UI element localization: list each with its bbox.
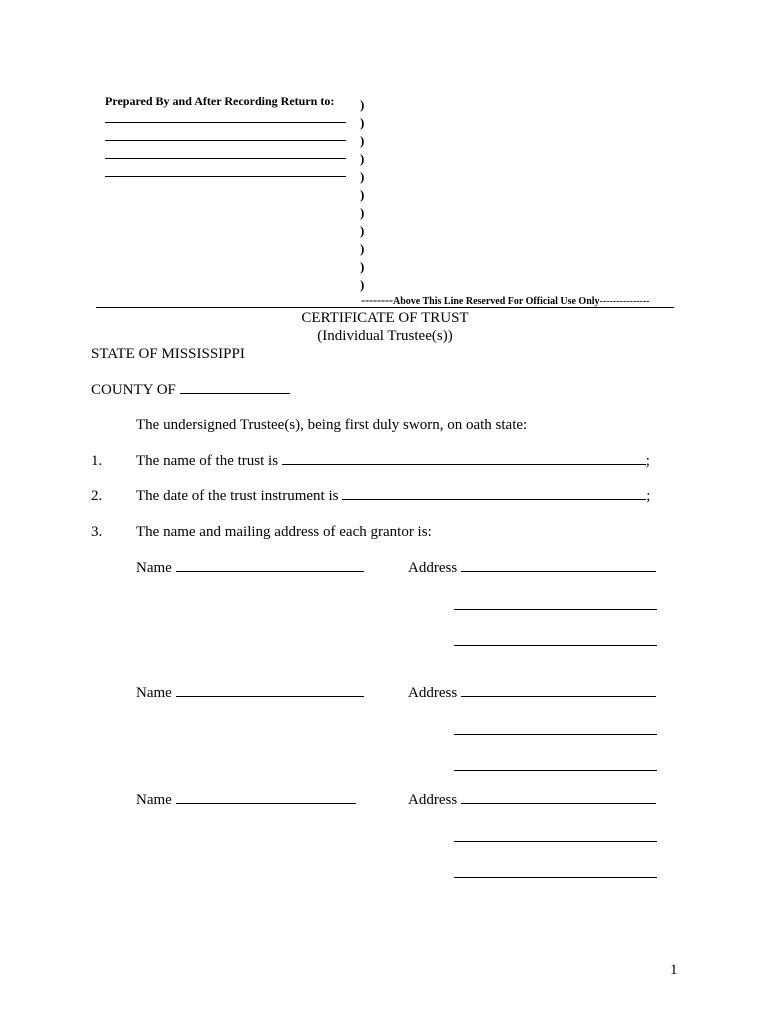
trust-date-field[interactable] — [342, 498, 646, 500]
name-label: Name — [136, 560, 172, 576]
state-line: STATE OF MISSISSIPPI — [91, 346, 245, 362]
return-address-line-2[interactable] — [105, 140, 346, 141]
paren: ) — [360, 187, 365, 202]
paren: ) — [360, 115, 365, 130]
name-label: Name — [136, 792, 172, 808]
paren: ) — [360, 241, 365, 256]
intro-statement: The undersigned Trustee(s), being first duly sworn, on oath state: — [136, 417, 528, 433]
item-number: 3. — [91, 524, 103, 540]
official-dashes-left: -------- — [361, 293, 393, 307]
grantor-1-address — [408, 560, 656, 577]
trust-name-field[interactable] — [282, 463, 646, 465]
grantor-1-address-field-3[interactable] — [454, 645, 657, 646]
paren: ) — [360, 97, 365, 112]
item-number: 1. — [91, 453, 103, 469]
item-text: The name of the trust is — [136, 453, 279, 469]
official-use-divider — [96, 307, 674, 308]
grantor-2-name-field[interactable] — [176, 695, 364, 697]
paren-column — [360, 96, 364, 294]
address-label: Address — [408, 792, 458, 808]
paren: ) — [360, 151, 365, 166]
grantor-1-name — [136, 560, 364, 577]
item-grantor-heading: The name and mailing address of each grantor is: — [136, 524, 432, 540]
item-text: The date of the trust instrument is — [136, 488, 339, 504]
paren: ) — [360, 205, 365, 220]
grantor-3-address-field-3[interactable] — [454, 877, 657, 878]
return-address-line-4[interactable] — [105, 176, 346, 177]
grantor-2-address-field-2[interactable] — [454, 734, 657, 735]
item-trust-name — [136, 453, 650, 470]
address-label: Address — [408, 560, 458, 576]
paren: ) — [360, 223, 365, 238]
grantor-2-name — [136, 685, 364, 702]
grantor-3-name-field[interactable] — [176, 802, 356, 804]
name-label: Name — [136, 685, 172, 701]
paren: ) — [360, 277, 365, 292]
return-address-line-3[interactable] — [105, 158, 346, 159]
address-label: Address — [408, 685, 458, 701]
grantor-1-name-field[interactable] — [176, 570, 364, 572]
document-subtitle: (Individual Trustee(s)) — [317, 328, 453, 344]
prepared-by-label: Prepared By and After Recording Return to: — [105, 94, 335, 108]
paren: ) — [360, 133, 365, 148]
grantor-2-address-field-3[interactable] — [454, 770, 657, 771]
grantor-3-address-field-1[interactable] — [461, 802, 656, 804]
grantor-1-address-field-2[interactable] — [454, 609, 657, 610]
item-number: 2. — [91, 488, 103, 504]
county-line — [91, 382, 290, 399]
grantor-3-name — [136, 792, 356, 809]
county-field[interactable] — [180, 392, 290, 394]
grantor-3-address — [408, 792, 656, 809]
grantor-2-address — [408, 685, 656, 702]
grantor-1-address-field-1[interactable] — [461, 570, 656, 572]
paren: ) — [360, 169, 365, 184]
grantor-2-address-field-1[interactable] — [461, 695, 656, 697]
item-trust-date — [136, 488, 650, 505]
document-title: CERTIFICATE OF TRUST — [301, 310, 469, 326]
item-end: ; — [646, 488, 651, 504]
paren: ) — [360, 259, 365, 274]
page-number: 1 — [670, 962, 678, 978]
county-label: COUNTY OF — [91, 382, 176, 398]
official-dashes-right: --------------- — [599, 296, 650, 307]
item-end: ; — [645, 453, 650, 469]
official-use-text: Above This Line Reserved For Official Use Only — [392, 296, 600, 307]
official-use-note — [361, 293, 650, 308]
return-address-line-1[interactable] — [105, 122, 346, 123]
grantor-3-address-field-2[interactable] — [454, 841, 657, 842]
